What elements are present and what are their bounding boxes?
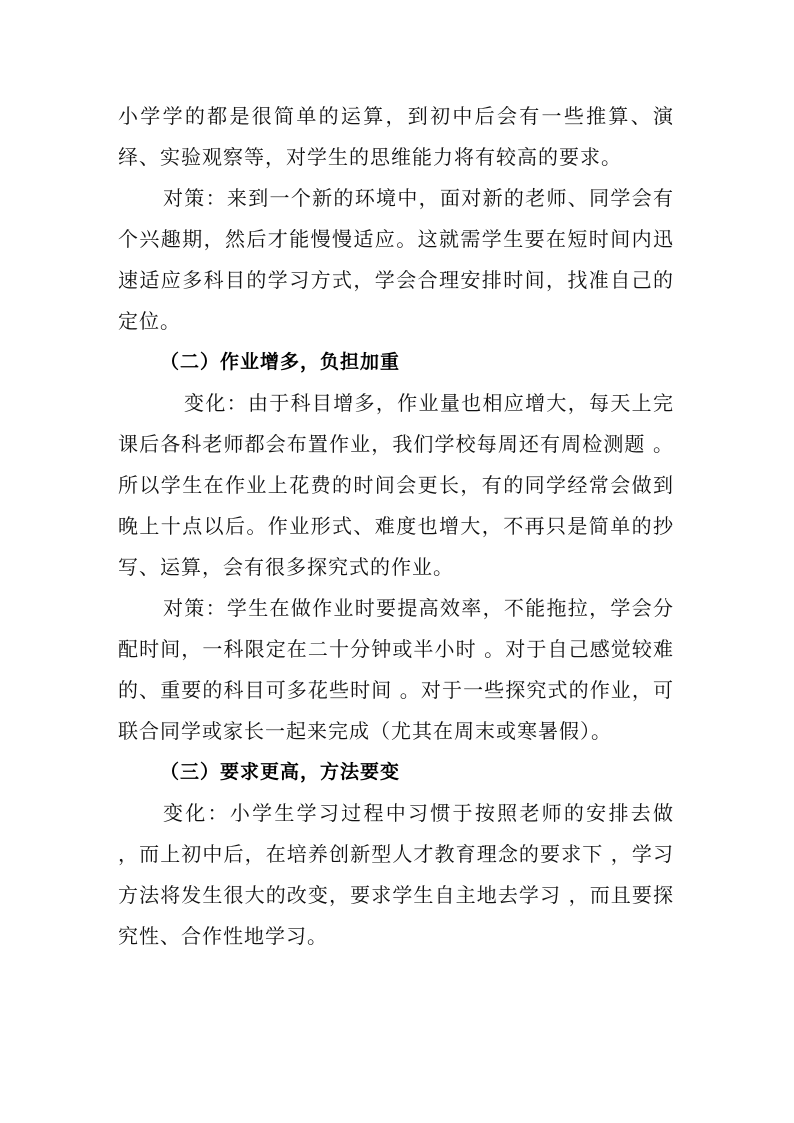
paragraph-homework-strategy: 对策：学生在做作业时要提高效率，不能拖拉，学会分配时间，一科限定在二十分钟或半小时 。对于自己感觉较难的、重要的科目可多花些时间 。对于一些探究式的作业，可联合同学或家长一起来完成（尤其在周末或寒暑假）。 <box>118 596 674 743</box>
section-heading-homework: （二）作业增多，负担加重 <box>160 351 401 373</box>
document-body <box>118 96 674 957</box>
section-heading-methods: （三）要求更高，方法要变 <box>160 761 401 783</box>
paragraph-thinking-demands: 小学学的都是很简单的运算，到初中后会有一些推算、演绎、实验观察等，对学生的思维能力将有较高的要求。 <box>118 104 674 169</box>
paragraph-homework-change: 变化：由于科目增多，作业量也相应增大，每天上完课后各科老师都会布置作业，我们学校每周还有周检测题 。所以学生在作业上花费的时间会更长，有的同学经常会做到晚上十点以后。作业形式、难度也增大，不再只是简单的抄写、运算，会有很多探究式的作业。 <box>118 391 674 579</box>
paragraph-method-change: 变化：小学生学习过程中习惯于按照老师的安排去做 ，而上初中后，在培养创新型人才教育理念的要求下 ，学习方法将发生很大的改变，要求学生自主地去学习 ，而且要探究性、合作性地学习。 <box>118 801 674 948</box>
paragraph-strategy-adapt: 对策：来到一个新的环境中，面对新的老师、同学会有个兴趣期，然后才能慢慢适应。这就需学生要在短时间内迅速适应多科目的学习方式，学会合理安排时间，找准自己的定位。 <box>118 186 674 333</box>
